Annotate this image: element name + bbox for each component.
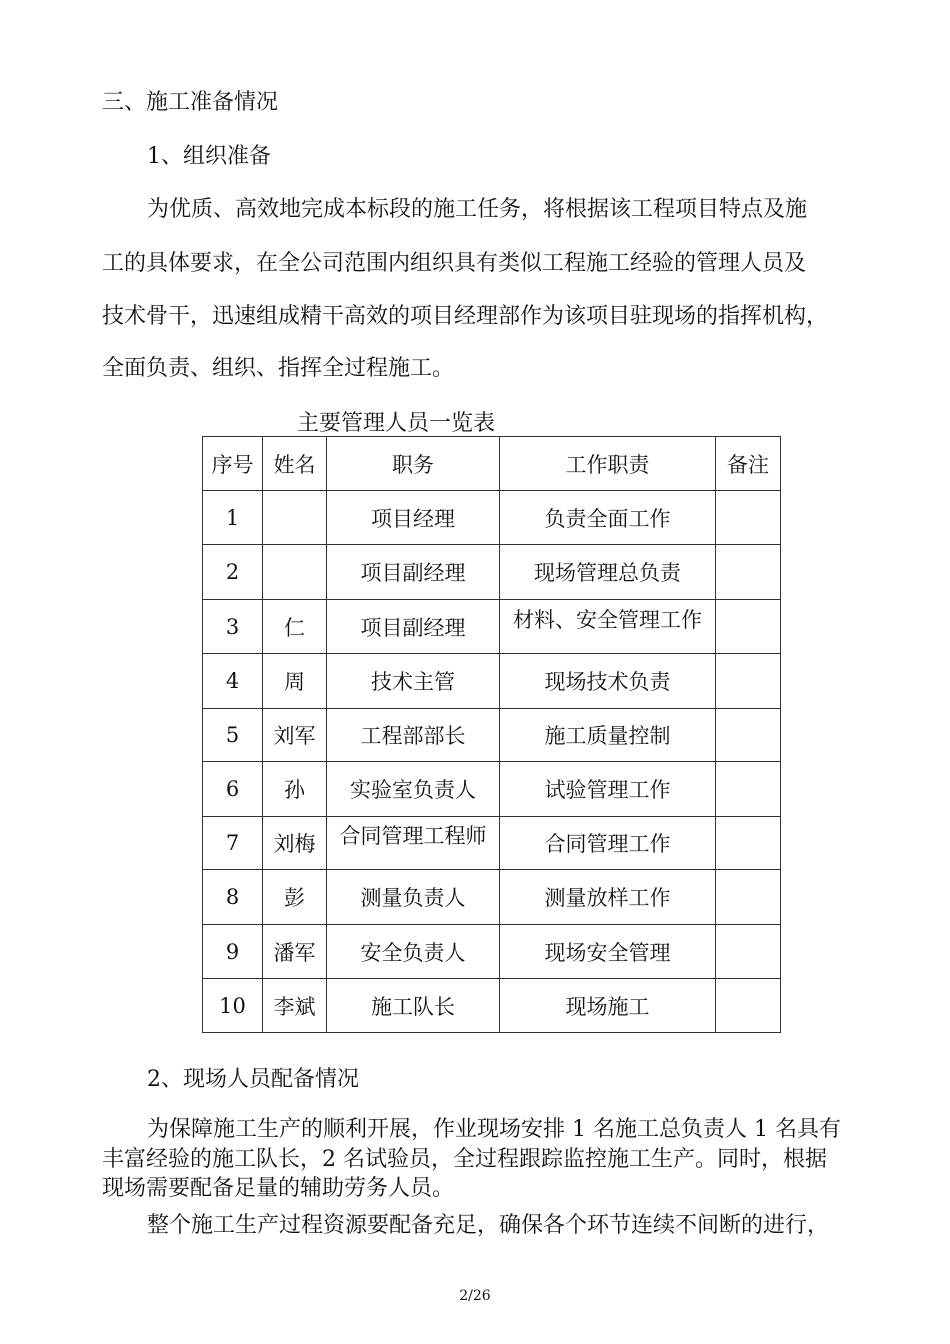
cell-duty: 测量放样工作 [500,870,716,925]
cell-no: 1 [203,491,263,545]
cell-name: 彭 [263,870,327,925]
cell-note [716,709,781,762]
cell-no: 5 [203,709,263,762]
cell-position: 项目经理 [327,491,500,545]
table-row [203,600,781,654]
cell-note [716,979,781,1033]
paragraph-line: 整个施工生产过程资源要配备充足，确保各个环节连续不间断的进行， [147,1213,830,1238]
header-duty: 工作职责 [500,437,716,491]
paragraph-line: 全面负责、组织、指挥全过程施工。 [102,356,455,381]
table-row [203,817,781,870]
cell-note [716,870,781,925]
header-note: 备注 [716,437,781,491]
cell-name: 周 [263,654,327,709]
cell-duty: 现场管理总负责 [500,545,716,600]
table-row [203,545,781,600]
staff-table [202,436,781,1033]
cell-duty: 负责全面工作 [500,491,716,545]
cell-no: 2 [203,545,263,600]
cell-position-text: 合同管理工程师 [339,824,487,848]
cell-position: 技术主管 [327,654,500,709]
table-row [203,979,781,1033]
paragraph-line: 丰富经验的施工队长，2 名试验员，全过程跟踪监控施工生产。同时，根据 [102,1147,827,1172]
header-name: 姓名 [263,437,327,491]
cell-no: 8 [203,870,263,925]
cell-no: 7 [203,817,263,870]
cell-position: 测量负责人 [327,870,500,925]
sub-heading-staffing: 2、现场人员配备情况 [147,1067,359,1092]
table-row [203,870,781,925]
cell-name: 李斌 [263,979,327,1033]
cell-position: 工程部部长 [327,709,500,762]
cell-duty: 合同管理工作 [500,817,716,870]
table-row [203,491,781,545]
cell-note [716,545,781,600]
header-no: 序号 [203,437,263,491]
cell-name [263,545,327,600]
table-header-row [203,437,781,491]
cell-duty: 现场技术负责 [500,654,716,709]
cell-position: 项目副经理 [327,600,500,654]
paragraph-line: 为优质、高效地完成本标段的施工任务，将根据该工程项目特点及施 [147,197,808,222]
paragraph-line: 为保障施工生产的顺利开展，作业现场安排 1 名施工总负责人 1 名具有 [147,1117,841,1142]
table-caption: 主要管理人员一览表 [297,411,496,436]
table-row [203,654,781,709]
cell-no: 6 [203,762,263,817]
cell-position: 安全负责人 [327,925,500,979]
cell-duty: 施工质量控制 [500,709,716,762]
cell-duty: 现场安全管理 [500,925,716,979]
cell-name: 刘梅 [263,817,327,870]
cell-duty: 试验管理工作 [500,762,716,817]
cell-note [716,925,781,979]
cell-note [716,600,781,654]
cell-no: 4 [203,654,263,709]
cell-position [327,817,500,870]
section-heading: 三、施工准备情况 [102,90,279,115]
cell-note [716,654,781,709]
paragraph-line: 技术骨干，迅速组成精干高效的项目经理部作为该项目驻现场的指挥机构， [102,304,829,329]
cell-position: 项目副经理 [327,545,500,600]
table-row [203,709,781,762]
cell-name: 潘军 [263,925,327,979]
cell-note [716,491,781,545]
table-row [203,762,781,817]
cell-duty-text: 材料、安全管理工作 [513,607,702,632]
cell-no: 3 [203,600,263,654]
sub-heading-organization: 1、组织准备 [147,144,271,169]
cell-duty: 现场施工 [500,979,716,1033]
cell-name: 刘军 [263,709,327,762]
cell-note [716,817,781,870]
paragraph-line: 现场需要配备足量的辅助劳务人员。 [102,1176,455,1201]
cell-position: 施工队长 [327,979,500,1033]
cell-no: 10 [203,979,263,1033]
paragraph-line: 工的具体要求，在全公司范围内组织具有类似工程施工经验的管理人员及 [102,251,807,276]
cell-name: 孙 [263,762,327,817]
cell-no: 9 [203,925,263,979]
cell-name: 仁 [263,600,327,654]
cell-name [263,491,327,545]
cell-duty [500,600,716,654]
table-row [203,925,781,979]
cell-position: 实验室负责人 [327,762,500,817]
header-position: 职务 [327,437,500,491]
page-number: 2/26 [459,1288,491,1304]
cell-note [716,762,781,817]
